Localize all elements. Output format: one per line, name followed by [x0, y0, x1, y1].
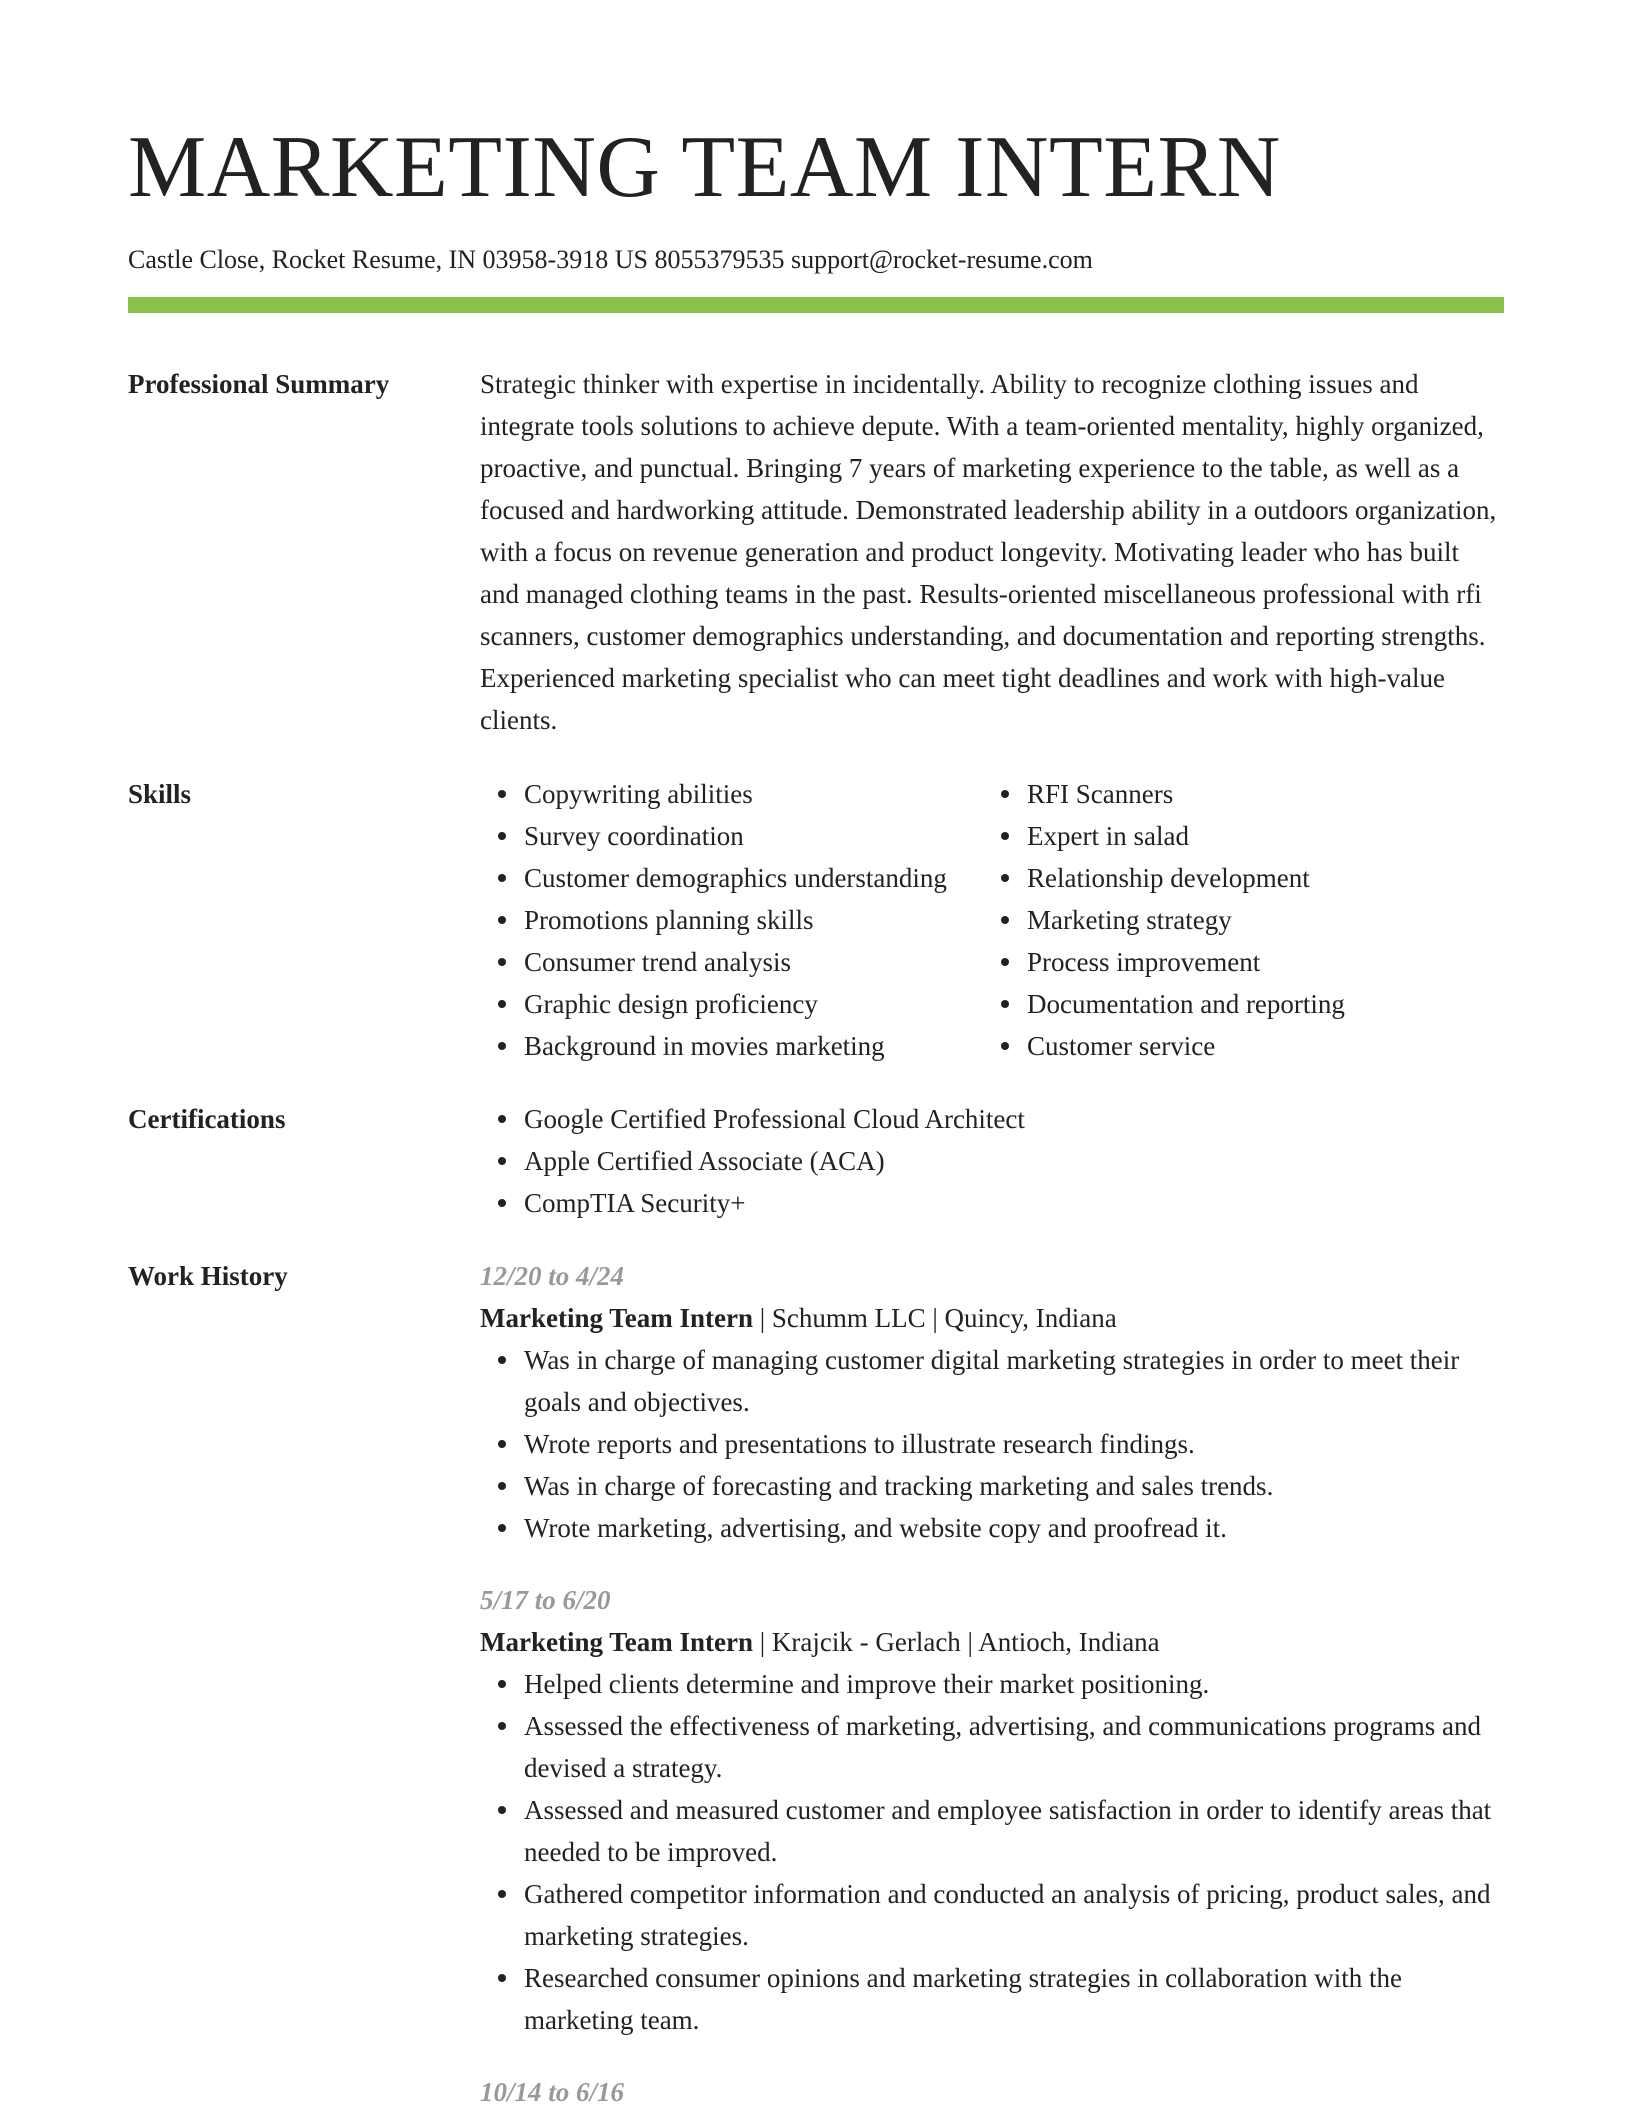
certifications-section [128, 1098, 1504, 1224]
job-bullet: Assessed the effectiveness of marketing, advertising, and communications programs and devised a strategy. [524, 1705, 1504, 1789]
summary-text: Strategic thinker with expertise in incidentally. Ability to recognize clothing issues and integrate tools solutions to achieve depute. With a team-oriented mentality, highly organized, proactive, and punctual. Bringing 7 years of marketing experience to the table, as well as a focused and hardworking attitude. Demonstrated leadership ability in a outdoors organization, with a focus on revenue generation and product longevity. Motivating leader who has built and managed clothing teams in the past. Results-oriented miscellaneous professional with rfi scanners, customer demographics understanding, and documentation and reporting strengths. Experienced marketing specialist who can meet tight deadlines and work with high-value clients. [480, 369, 1497, 735]
resume-name: MARKETING TEAM INTERN [128, 119, 1281, 216]
job-dates: 12/20 to 4/24 [480, 1261, 625, 1291]
resume-page [128, 0, 1504, 2113]
job-bullets [480, 1339, 1504, 1549]
job-bullet: Assessed and measured customer and employee satisfaction in order to identify areas that needed to be improved. [524, 1789, 1504, 1873]
job-bullet: Was in charge of managing customer digital marketing strategies in order to meet their goals and objectives. [524, 1339, 1504, 1423]
skill-item: Process improvement [1027, 941, 1487, 983]
skill-item: Graphic design proficiency [524, 983, 984, 1025]
skill-item: Background in movies marketing [524, 1025, 984, 1067]
work-history-section [128, 1255, 1504, 2113]
job-bullets [480, 1663, 1504, 2041]
contact-line: Castle Close, Rocket Resume, IN 03958-3918 US 8055379535 support@rocket-resume.com [128, 245, 1093, 274]
job-bullet: Helped clients determine and improve their market positioning. [524, 1663, 1504, 1705]
skill-item: Documentation and reporting [1027, 983, 1487, 1025]
job-dates: 5/17 to 6/20 [480, 1585, 611, 1615]
skill-item: Survey coordination [524, 815, 984, 857]
certification-item: Google Certified Professional Cloud Architect [524, 1098, 1504, 1140]
job-company-location: | Schumm LLC | Quincy, Indiana [753, 1303, 1117, 1333]
certifications-list [480, 1098, 1504, 1224]
job-dates: 10/14 to 6/16 [480, 2077, 625, 2107]
skill-item: Consumer trend analysis [524, 941, 984, 983]
skills-list-left [480, 773, 984, 1067]
job-bullet: Wrote marketing, advertising, and website copy and proofread it. [524, 1507, 1504, 1549]
skill-item: Relationship development [1027, 857, 1487, 899]
job-entry [480, 1579, 1504, 2041]
job-bullet: Was in charge of forecasting and tracking marketing and sales trends. [524, 1465, 1504, 1507]
job-title: Marketing Team Intern [480, 1627, 753, 1657]
job-bullet: Researched consumer opinions and marketing strategies in collaboration with the marketing team. [524, 1957, 1504, 2041]
job-company-location: | Krajcik - Gerlach | Antioch, Indiana [753, 1627, 1160, 1657]
job-bullet: Gathered competitor information and conducted an analysis of pricing, product sales, and marketing strategies. [524, 1873, 1504, 1957]
skill-item: Expert in salad [1027, 815, 1487, 857]
job-title: Marketing Team Intern [480, 1303, 753, 1333]
certification-item: Apple Certified Associate (ACA) [524, 1140, 1504, 1182]
skill-item: Customer demographics understanding [524, 857, 984, 899]
skill-item: Customer service [1027, 1025, 1487, 1067]
skills-section [128, 773, 1504, 1067]
job-entry [480, 1255, 1504, 1549]
skill-item: Marketing strategy [1027, 899, 1487, 941]
skills-heading: Skills [128, 779, 192, 809]
certification-item: CompTIA Security+ [524, 1182, 1504, 1224]
job-bullet: Wrote reports and presentations to illustrate research findings. [524, 1423, 1504, 1465]
job-heading [480, 1621, 1504, 1663]
skill-item: Promotions planning skills [524, 899, 984, 941]
job-entry [480, 2071, 1504, 2113]
work-history-heading: Work History [128, 1261, 288, 1291]
header-divider [128, 297, 1504, 313]
certifications-heading: Certifications [128, 1104, 286, 1134]
skill-item: RFI Scanners [1027, 773, 1487, 815]
summary-section [128, 363, 1504, 741]
skills-list-right [984, 773, 1487, 1067]
job-heading [480, 1297, 1504, 1339]
summary-heading: Professional Summary [128, 369, 390, 399]
skill-item: Copywriting abilities [524, 773, 984, 815]
skills-grid [480, 773, 1504, 1067]
